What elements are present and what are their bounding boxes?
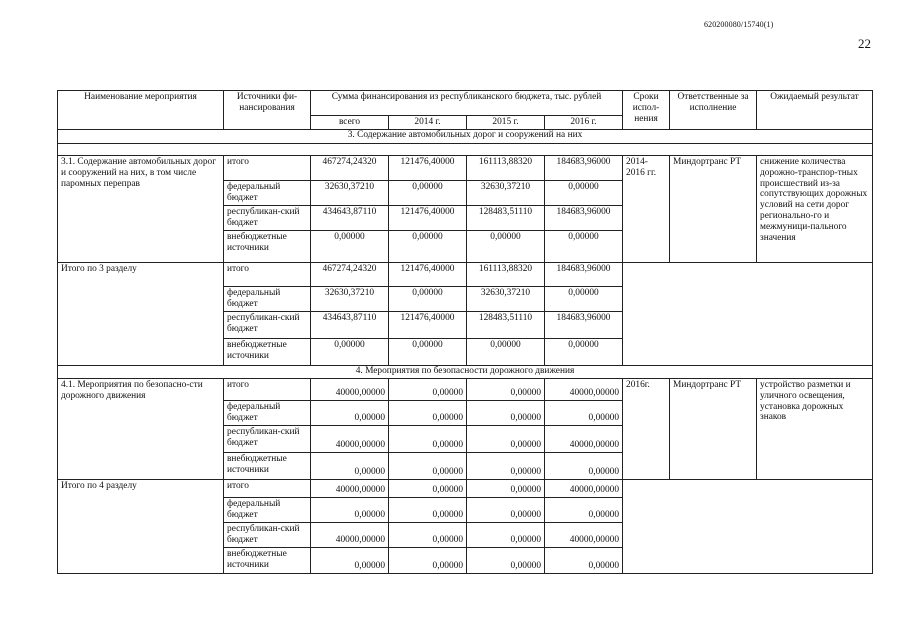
source-federal: федеральный бюджет	[224, 287, 311, 312]
value-total: 467274,24320	[311, 263, 389, 287]
source-extra: внебюджетные источники	[224, 548, 311, 574]
value-2015: 0,00000	[467, 401, 545, 426]
value-2016: 0,00000	[545, 401, 623, 426]
value-2014: 0,00000	[389, 379, 467, 401]
value-2016: 0,00000	[545, 287, 623, 312]
subtotal-name: Итого по 3 разделу	[58, 263, 224, 366]
value-2014: 121476,40000	[389, 206, 467, 231]
value-2016: 0,00000	[545, 548, 623, 574]
item-result: устройство разметки и уличного освещения, установка дорожных знаков	[757, 379, 873, 480]
value-2015: 0,00000	[467, 231, 545, 263]
empty-cell	[623, 263, 873, 366]
value-total: 0,00000	[311, 401, 389, 426]
value-2016: 184683,96000	[545, 263, 623, 287]
item-responsible: Миндортранс РТ	[670, 156, 757, 263]
value-total: 467274,24320	[311, 156, 389, 181]
value-2015: 0,00000	[467, 426, 545, 453]
value-2015: 161113,88320	[467, 263, 545, 287]
value-2016: 184683,96000	[545, 312, 623, 339]
value-total: 40000,00000	[311, 480, 389, 498]
value-2014: 0,00000	[389, 426, 467, 453]
value-2016: 0,00000	[545, 498, 623, 523]
header-total: всего	[311, 116, 389, 130]
value-total: 0,00000	[311, 339, 389, 366]
value-2016: 0,00000	[545, 453, 623, 480]
financing-table	[57, 90, 873, 574]
value-2014: 121476,40000	[389, 263, 467, 287]
section-title: 3. Содержание автомобильных дорог и сооружений на них	[58, 130, 873, 144]
value-2015: 0,00000	[467, 379, 545, 401]
value-2014: 0,00000	[389, 181, 467, 206]
document-code: 620200080/15740(1)	[704, 20, 774, 29]
value-2015: 0,00000	[467, 339, 545, 366]
value-2015: 0,00000	[467, 453, 545, 480]
source-itogo: итого	[224, 480, 311, 498]
value-2014: 121476,40000	[389, 312, 467, 339]
value-2016: 0,00000	[545, 231, 623, 263]
empty-cell	[623, 480, 873, 574]
value-2015: 0,00000	[467, 498, 545, 523]
value-2014: 0,00000	[389, 453, 467, 480]
value-total: 40000,00000	[311, 426, 389, 453]
value-total: 32630,37210	[311, 287, 389, 312]
value-2014: 121476,40000	[389, 156, 467, 181]
value-2015: 32630,37210	[467, 181, 545, 206]
value-total: 0,00000	[311, 498, 389, 523]
value-2016: 40000,00000	[545, 523, 623, 548]
source-republic: республикан-ский бюджет	[224, 523, 311, 548]
value-total: 0,00000	[311, 231, 389, 263]
source-extra: внебюджетные источники	[224, 339, 311, 366]
value-total: 434643,87110	[311, 206, 389, 231]
value-2016: 0,00000	[545, 181, 623, 206]
value-2014: 0,00000	[389, 523, 467, 548]
value-2016: 0,00000	[545, 339, 623, 366]
value-2015: 0,00000	[467, 480, 545, 498]
header-result: Ожидаемый результат	[757, 91, 873, 130]
value-total: 40000,00000	[311, 379, 389, 401]
source-federal: федеральный бюджет	[224, 498, 311, 523]
item-period: 2016г.	[623, 379, 670, 480]
source-federal: федеральный бюджет	[224, 401, 311, 426]
source-republic: республикан-ский бюджет	[224, 312, 311, 339]
value-total: 0,00000	[311, 453, 389, 480]
value-2015: 32630,37210	[467, 287, 545, 312]
header-2016: 2016 г.	[545, 116, 623, 130]
header-sum: Сумма финансирования из республиканского бюджета, тыс. рублей	[311, 91, 623, 116]
source-republic: республикан-ский бюджет	[224, 426, 311, 453]
source-itogo: итого	[224, 263, 311, 287]
source-itogo: итого	[224, 156, 311, 181]
subtotal-name: Итого по 4 разделу	[58, 480, 224, 574]
item-responsible: Миндортранс РТ	[670, 379, 757, 480]
value-2016: 40000,00000	[545, 480, 623, 498]
value-2015: 128483,51110	[467, 312, 545, 339]
value-2014: 0,00000	[389, 339, 467, 366]
item-result: снижение количества дорожно-транспор-тных происшествий из-за сопутствующих дорожных условий на сети дорог регионально-го и межмуници-пального значения	[757, 156, 873, 263]
page-number: 22	[858, 36, 871, 51]
section-title: 4. Мероприятия по безопасности дорожного движения	[58, 366, 873, 379]
header-2015: 2015 г.	[467, 116, 545, 130]
value-total: 32630,37210	[311, 181, 389, 206]
value-2014: 0,00000	[389, 287, 467, 312]
value-total: 434643,87110	[311, 312, 389, 339]
header-2014: 2014 г.	[389, 116, 467, 130]
value-2015: 0,00000	[467, 548, 545, 574]
source-itogo: итого	[224, 379, 311, 401]
source-republic: республикан-ский бюджет	[224, 206, 311, 231]
value-2015: 0,00000	[467, 523, 545, 548]
value-2016: 184683,96000	[545, 206, 623, 231]
header-source: Источники фи-нансирования	[224, 91, 311, 130]
value-2015: 161113,88320	[467, 156, 545, 181]
value-2014: 0,00000	[389, 548, 467, 574]
item-name: 3.1. Содержание автомобильных дорог и сооружений на них, в том числе паромных переправ	[58, 156, 224, 263]
source-federal: федеральный бюджет	[224, 181, 311, 206]
value-2014: 0,00000	[389, 231, 467, 263]
header-name: Наименование мероприятия	[58, 91, 224, 130]
item-name: 4.1. Мероприятия по безопасно-сти дорожного движения	[58, 379, 224, 480]
value-2016: 40000,00000	[545, 379, 623, 401]
header-responsible: Ответственные за исполнение	[670, 91, 757, 130]
value-2016: 40000,00000	[545, 426, 623, 453]
value-2014: 0,00000	[389, 498, 467, 523]
value-2015: 128483,51110	[467, 206, 545, 231]
spacer-row	[58, 144, 873, 156]
value-2014: 0,00000	[389, 480, 467, 498]
value-total: 40000,00000	[311, 523, 389, 548]
value-2014: 0,00000	[389, 401, 467, 426]
source-extra: внебюджетные источники	[224, 231, 311, 263]
header-terms: Сроки испол-нения	[623, 91, 670, 130]
value-total: 0,00000	[311, 548, 389, 574]
source-extra: внебюджетные источники	[224, 453, 311, 480]
item-period: 2014-2016 гг.	[623, 156, 670, 263]
value-2016: 184683,96000	[545, 156, 623, 181]
